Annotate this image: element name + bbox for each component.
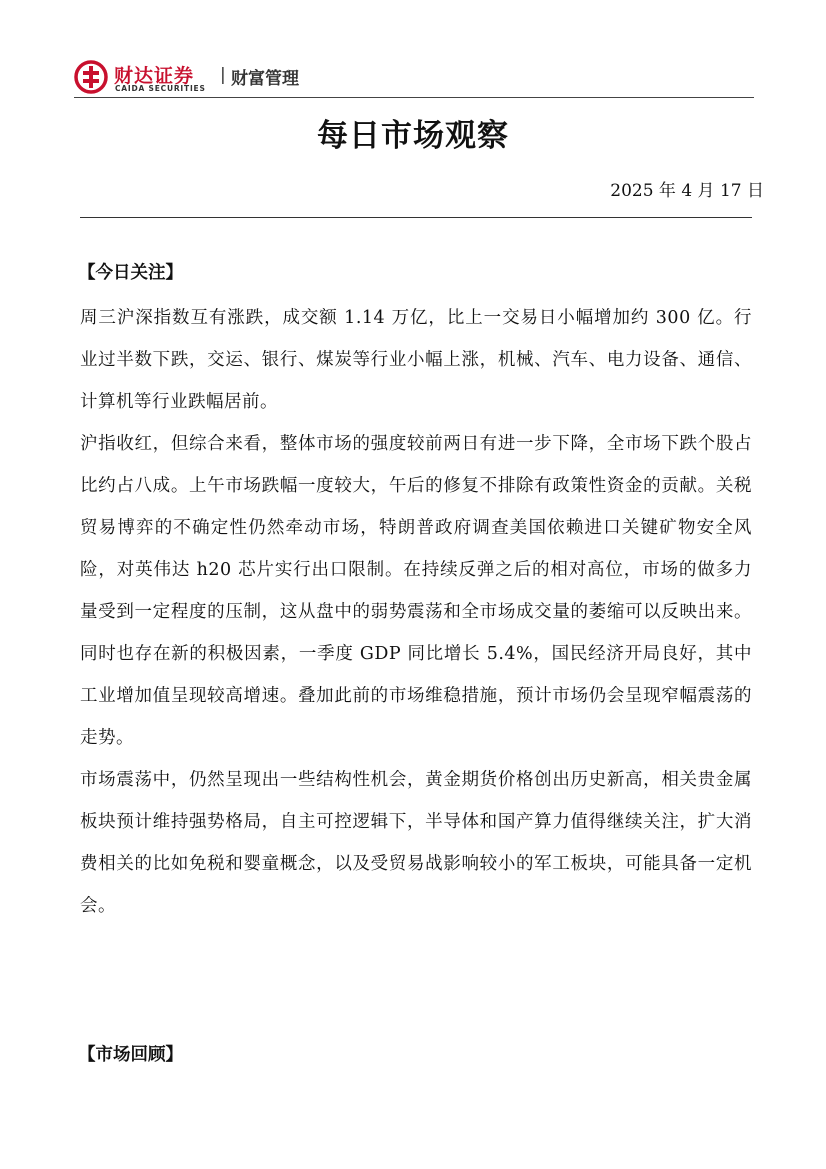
paragraph: 市场震荡中，仍然呈现出一些结构性机会，黄金期货价格创出历史新高，相关贵金属板块预计维持强势格局，自主可控逻辑下，半导体和国产算力值得继续关注，扩大消费相关的比如免税和婴童概念，以及受贸易战影响较小的军工板块，可能具备一定机会。 xyxy=(80,770,752,916)
date-divider xyxy=(80,217,752,218)
page-title: 每日市场观察 xyxy=(317,118,509,154)
brand-name-en: CAIDA SECURITIES xyxy=(115,84,206,93)
brand-separator: | xyxy=(220,65,226,85)
section-body-today xyxy=(80,297,752,927)
caida-logo-icon xyxy=(74,60,108,94)
section-heading-today: 【今日关注】 xyxy=(78,263,183,283)
page-header xyxy=(74,58,754,98)
header-divider xyxy=(74,97,754,98)
brand-subtitle: 财富管理 xyxy=(231,69,299,89)
paragraph: 沪指收红，但综合来看，整体市场的强度较前两日有进一步下降，全市场下跌个股占比约占八成。上午市场跌幅一度较大，午后的修复不排除有政策性资金的贡献。关税贸易博弈的不确定性仍然牵动市场，特朗普政府调查美国依赖进口关键矿物安全风险，对英伟达 h20 芯片实行出口限制。在持续反弹之后的相对高位，市场的做多力量受到一定程度的压制，这从盘中的弱势震荡和全市场成交量的萎缩可以反映出来。同时也存在新的积极因素，一季度 GDP 同比增长 5.4%，国民经济开局良好，其中工业增加值呈现较高增速。叠加此前的市场维稳措施，预计市场仍会呈现窄幅震荡的走势。 xyxy=(80,434,752,748)
paragraph: 周三沪深指数互有涨跌，成交额 1.14 万亿，比上一交易日小幅增加约 300 亿。行业过半数下跌，交运、银行、煤炭等行业小幅上涨，机械、汽车、电力设备、通信、计算机等行业跌幅居前。 xyxy=(80,308,752,412)
report-date: 2025 年 4 月 17 日 xyxy=(610,181,764,201)
section-heading-market-review: 【市场回顾】 xyxy=(78,1045,183,1065)
brand-name-cn: 财达证券 xyxy=(114,65,195,87)
